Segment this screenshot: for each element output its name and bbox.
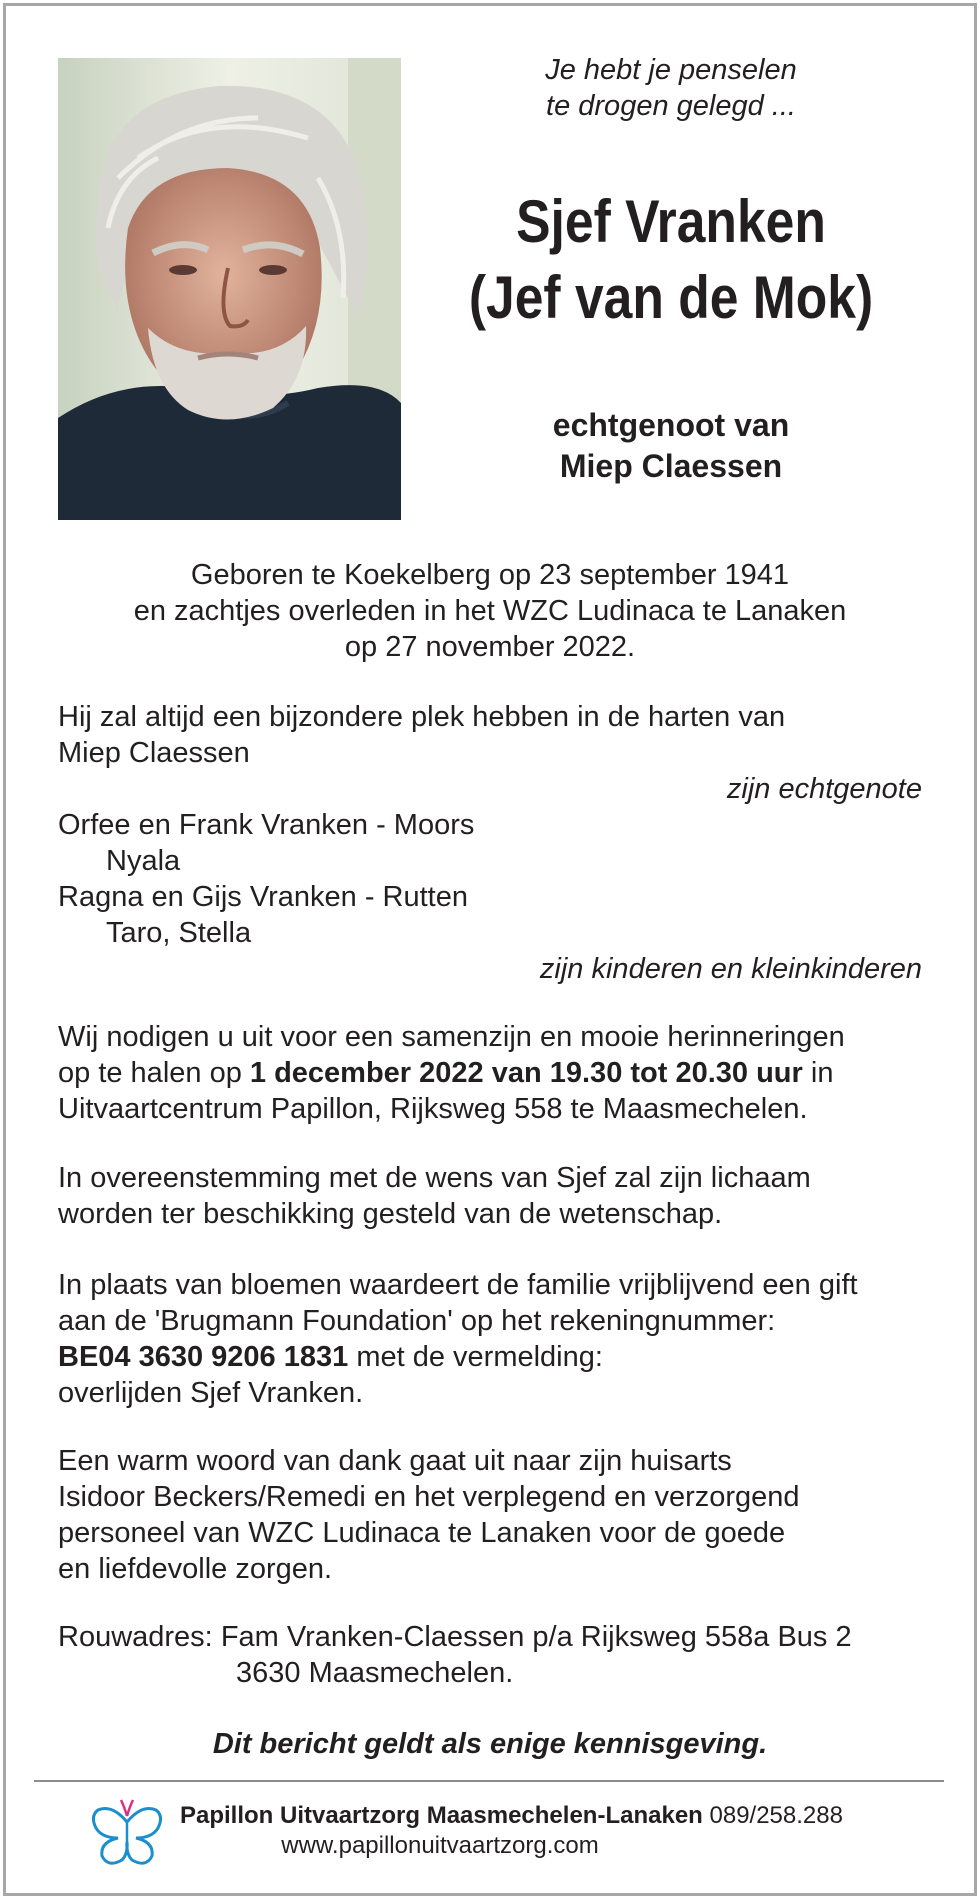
grandchildren: Taro, Stella (106, 917, 252, 949)
birth-line: Geboren te Koekelberg op 23 september 1941 (190, 559, 790, 591)
science-line: worden ter beschikking gesteld van de wetenschap. (58, 1198, 723, 1230)
address-line: Fam Vranken-Claessen p/a Rijksweg 558a Bus 2 (220, 1621, 852, 1653)
death-line: en zachtjes overleden in het WZC Ludinaca te Lanaken (133, 595, 847, 627)
invitation-location: Uitvaartcentrum Papillon, Rijksweg 558 te Maasmechelen. (58, 1093, 808, 1125)
donation-text: met de vermelding: (348, 1341, 603, 1373)
funeral-home-name: Papillon Uitvaartzorg Maasmechelen-Lanaken (180, 1802, 703, 1829)
thanks-paragraph (58, 1443, 922, 1587)
child-couple: Orfee en Frank Vranken - Moors (58, 809, 475, 841)
motto-quote (430, 52, 912, 124)
thanks-line: Isidoor Beckers/Remedi en het verplegend en verzorgend (58, 1481, 800, 1513)
family-section (58, 699, 922, 987)
donation-paragraph (58, 1267, 922, 1411)
children-role: zijn kinderen en kleinkinderen (539, 953, 922, 985)
gathering-datetime: 1 december 2022 van 19.30 tot 20.30 uur (249, 1057, 803, 1089)
donation-reference: overlijden Sjef Vranken. (58, 1377, 364, 1409)
invitation-text: op te halen op (58, 1057, 250, 1089)
funeral-home-phone[interactable]: 089/258.288 (709, 1802, 843, 1829)
footer-divider (34, 1780, 944, 1782)
motto-line: Je hebt je penselen (545, 54, 797, 86)
grandchildren: Nyala (106, 845, 181, 877)
funeral-home-website[interactable]: www.papillonuitvaartzorg.com (281, 1832, 599, 1859)
invitation-paragraph (58, 1019, 922, 1127)
birth-death-details (58, 557, 922, 665)
spouse-role: zijn echtgenote (726, 773, 922, 805)
spouse-label: echtgenoot van (552, 407, 790, 443)
address-city: 3630 Maasmechelen. (236, 1657, 514, 1689)
family-spouse-name: Miep Claessen (58, 737, 250, 769)
donation-line: In plaats van bloemen waardeert de familie vrijblijvend een gift (58, 1269, 858, 1301)
bank-account-number: BE04 3630 9206 1831 (58, 1341, 349, 1373)
deceased-name-line: Sjef Vranken (516, 188, 826, 255)
butterfly-logo-icon (88, 1794, 166, 1870)
science-line: In overeenstemming met de wens van Sjef zal zijn lichaam (58, 1162, 811, 1194)
invitation-text: in (802, 1057, 834, 1089)
thanks-line: en liefdevolle zorgen. (58, 1553, 333, 1585)
child-couple: Ragna en Gijs Vranken - Rutten (58, 881, 468, 913)
address-label: Rouwadres: (58, 1621, 213, 1653)
donation-line (58, 1339, 922, 1375)
invitation-line: Wij nodigen u uit voor een samenzijn en mooie herinneringen (58, 1021, 845, 1053)
deceased-nickname-line: (Jef van de Mok) (468, 264, 874, 331)
science-paragraph (58, 1160, 922, 1232)
notice-statement: Dit bericht geldt als enige kennisgeving. (212, 1728, 768, 1760)
deceased-name (464, 184, 879, 336)
mourning-address (58, 1619, 922, 1691)
spouse-heading (430, 405, 912, 487)
donation-line: aan de 'Brugmann Foundation' op het rekeningnummer: (58, 1305, 776, 1337)
portrait-photo (58, 58, 401, 520)
thanks-line: personeel van WZC Ludinaca te Lanaken voor de goede (58, 1517, 786, 1549)
thanks-line: Een warm woord van dank gaat uit naar zijn huisarts (58, 1445, 732, 1477)
death-date-line: op 27 november 2022. (344, 631, 636, 663)
motto-line: te drogen gelegd ... (546, 90, 796, 122)
invitation-line (58, 1055, 922, 1091)
spouse-name: Miep Claessen (559, 448, 783, 484)
family-intro: Hij zal altijd een bijzondere plek hebben in de harten van (58, 701, 786, 733)
funeral-home-info (180, 1801, 940, 1831)
